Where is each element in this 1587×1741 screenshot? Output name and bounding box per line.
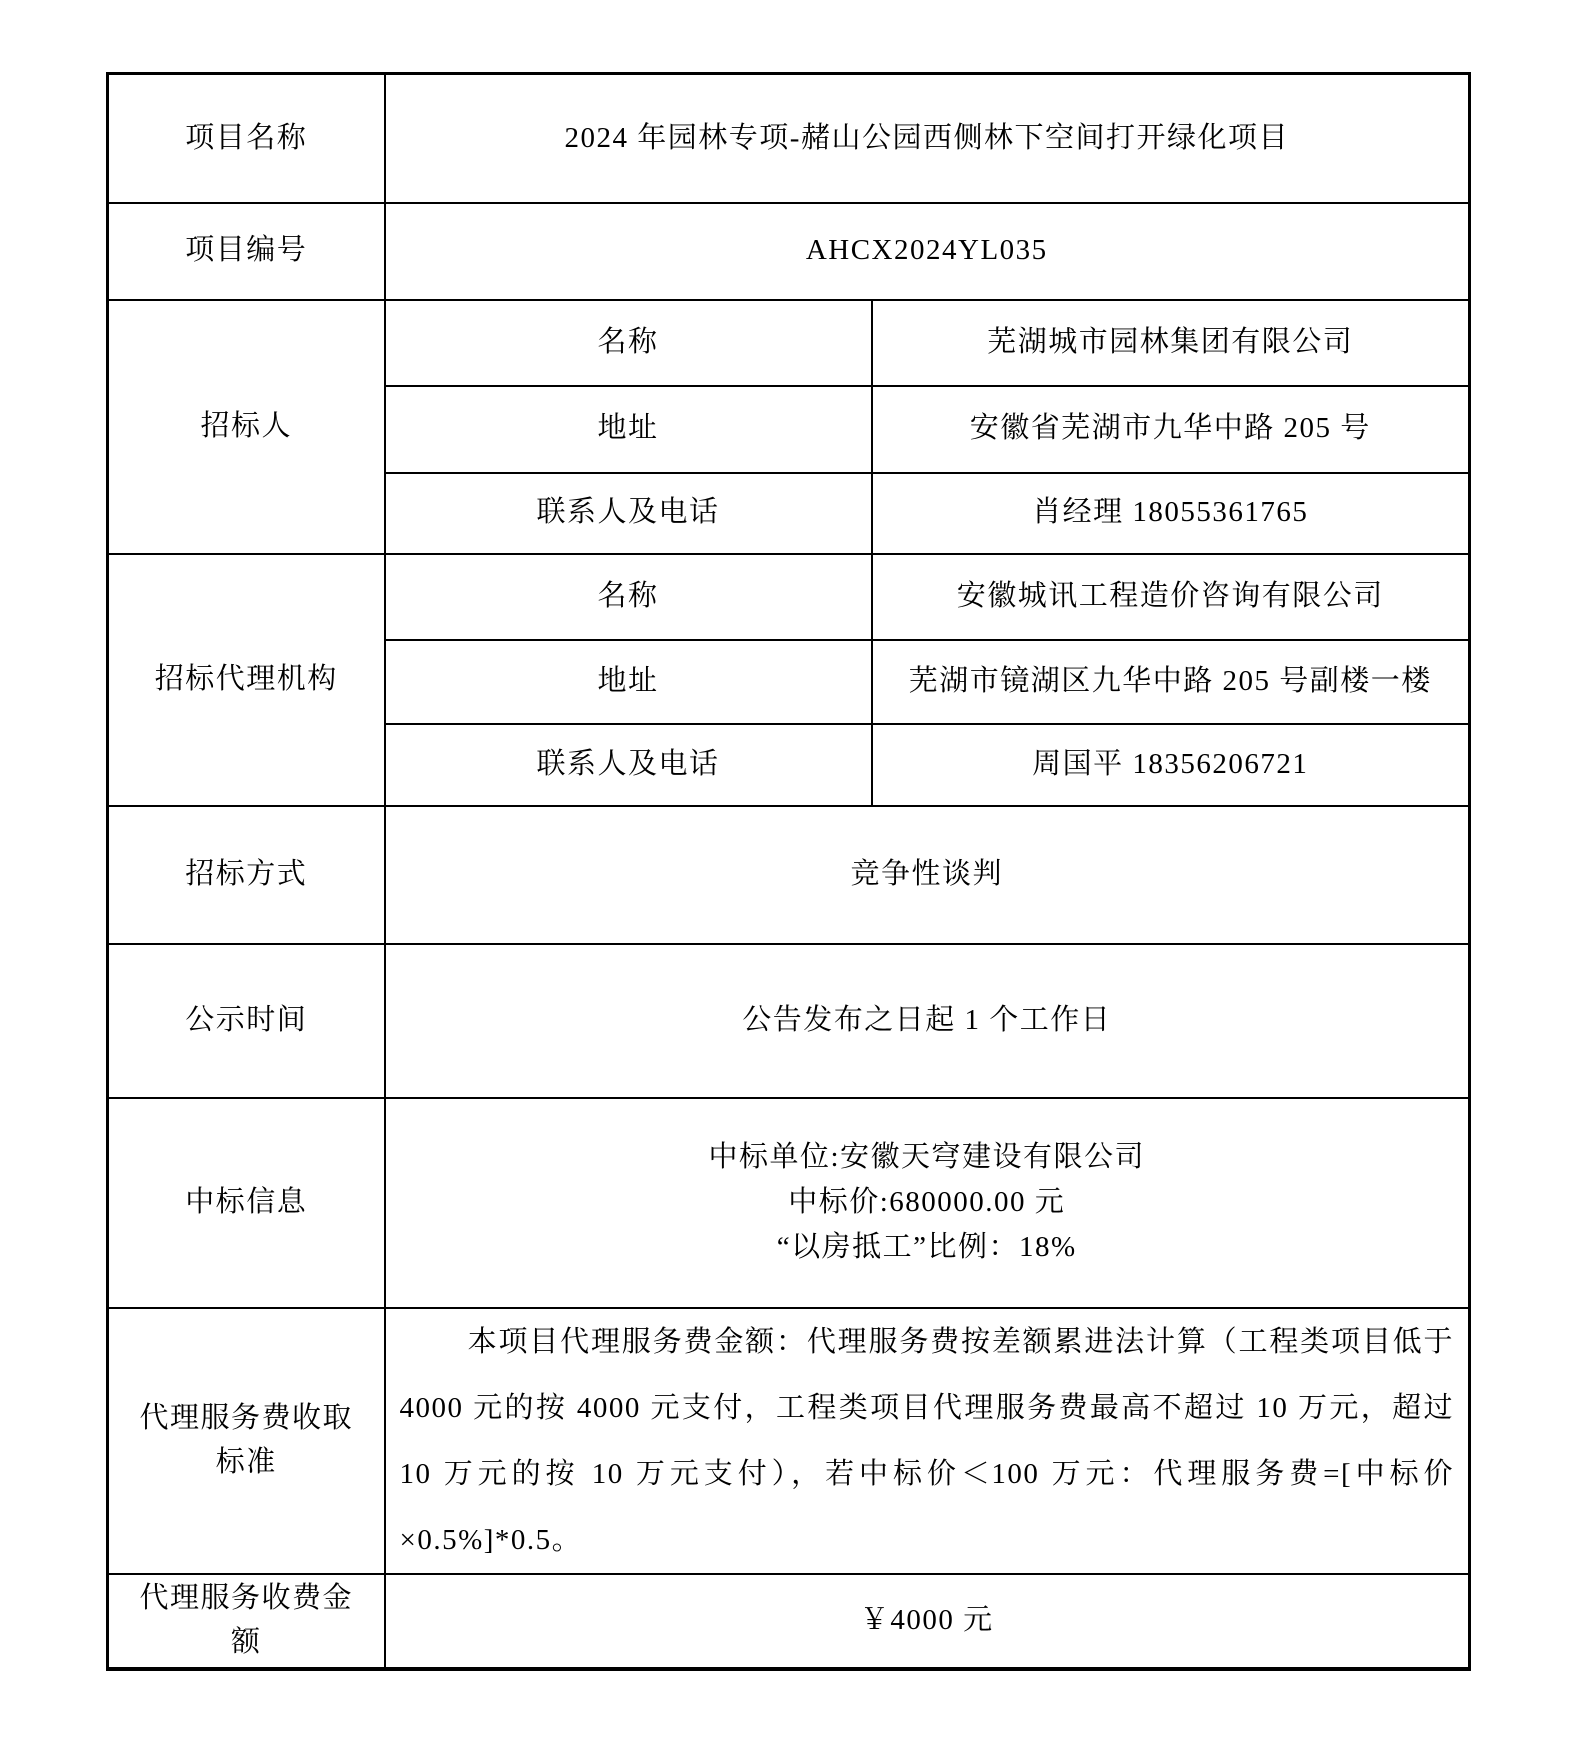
table-row xyxy=(108,1098,1470,1308)
fee-standard-label: 代理服务费收取标准 xyxy=(108,1308,385,1574)
agency-contact-label: 联系人及电话 xyxy=(385,724,872,806)
award-info-label: 中标信息 xyxy=(108,1098,385,1308)
table-row xyxy=(108,300,1470,386)
publicity-period-label: 公示时间 xyxy=(108,944,385,1098)
table-row xyxy=(108,74,1470,203)
fee-amount-label: 代理服务收费金额 xyxy=(108,1574,385,1669)
publicity-period-value: 公告发布之日起 1 个工作日 xyxy=(385,944,1470,1098)
tenderer-address-value: 安徽省芜湖市九华中路 205 号 xyxy=(872,386,1470,473)
fee-amount-value: ￥4000 元 xyxy=(385,1574,1470,1669)
award-info-value xyxy=(385,1098,1470,1308)
fee-standard-value xyxy=(385,1308,1470,1574)
project-number-value: AHCX2024YL035 xyxy=(385,203,1470,300)
tenderer-name-label: 名称 xyxy=(385,300,872,386)
agency-address-label: 地址 xyxy=(385,640,872,724)
table-row xyxy=(108,806,1470,944)
agency-address-value: 芜湖市镜湖区九华中路 205 号副楼一楼 xyxy=(872,640,1470,724)
table-row xyxy=(108,203,1470,300)
table-row xyxy=(108,1574,1470,1669)
table-row xyxy=(108,554,1470,640)
tenderer-label: 招标人 xyxy=(108,300,385,554)
award-ratio-line: “以房抵工”比例：18% xyxy=(776,1231,1077,1263)
agency-label: 招标代理机构 xyxy=(108,554,385,806)
tenderer-contact-value: 肖经理 18055361765 xyxy=(872,473,1470,554)
agency-name-value: 安徽城讯工程造价咨询有限公司 xyxy=(872,554,1470,640)
tender-announcement-table xyxy=(106,72,1471,1671)
project-number-label: 项目编号 xyxy=(108,203,385,300)
method-value: 竞争性谈判 xyxy=(385,806,1470,944)
agency-name-label: 名称 xyxy=(385,554,872,640)
method-label: 招标方式 xyxy=(108,806,385,944)
award-winner-line: 中标单位:安徽天穹建设有限公司 xyxy=(708,1141,1146,1173)
fee-standard-paragraph: 本项目代理服务费金额：代理服务费按差额累进法计算（工程类项目低于 4000 元的按 4000 元支付，工程类项目代理服务费最高不超过 10 万元，超过 10 万元的按 10 万元支付），若中标价＜100 万元：代理服务费=[中标价×0.5%]*0.5。 xyxy=(399,1325,1455,1556)
table-row xyxy=(108,944,1470,1098)
table-row xyxy=(108,1308,1470,1574)
award-price-line: 中标价:680000.00 元 xyxy=(788,1186,1066,1218)
project-name-label: 项目名称 xyxy=(108,74,385,203)
tenderer-address-label: 地址 xyxy=(385,386,872,473)
project-name-value: 2024 年园林专项-赭山公园西侧林下空间打开绿化项目 xyxy=(385,74,1470,203)
agency-contact-value: 周国平 18356206721 xyxy=(872,724,1470,806)
tenderer-name-value: 芜湖城市园林集团有限公司 xyxy=(872,300,1470,386)
tenderer-contact-label: 联系人及电话 xyxy=(385,473,872,554)
